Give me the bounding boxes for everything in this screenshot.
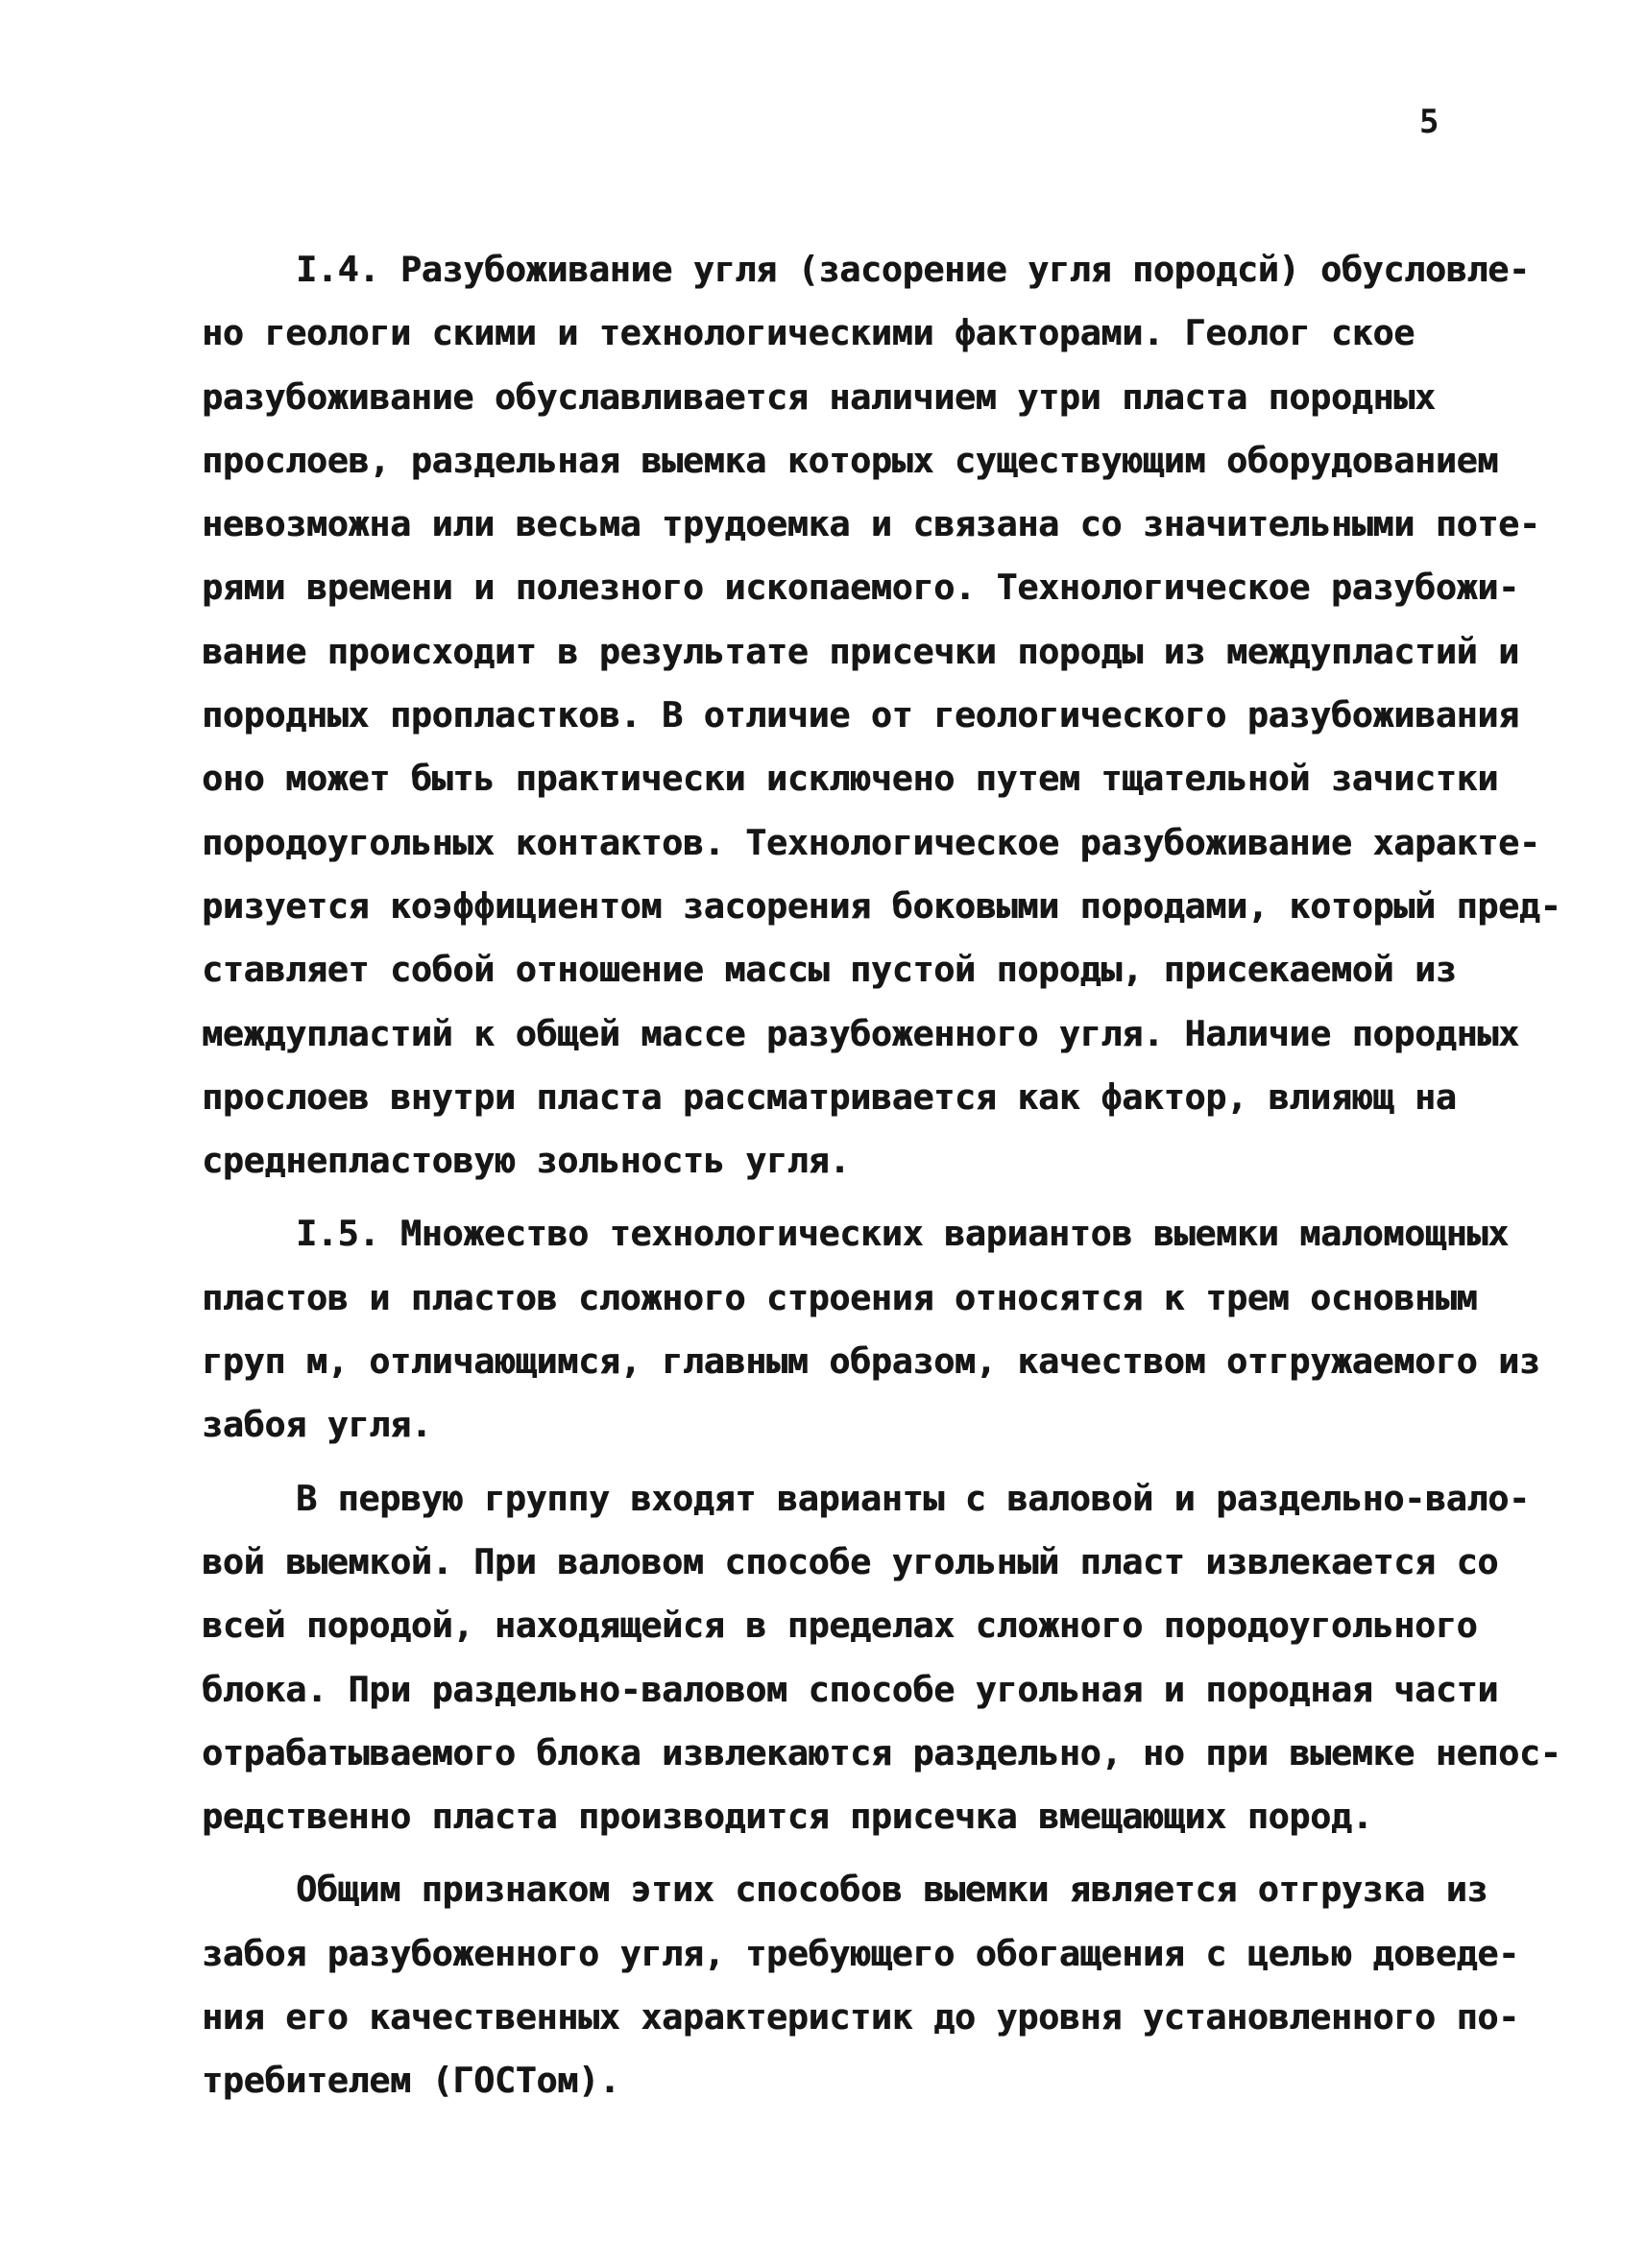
paragraph-first-group	[202, 1467, 1561, 1849]
text-line: ставляет собой отношение массы пустой породы, присекаемой из	[202, 949, 1457, 991]
text-line: оно может быть практически исключено путем тщательной зачистки	[202, 758, 1499, 800]
paragraph-1-5	[202, 1202, 1540, 1457]
text-line: редственно пласта производится присечка вмещающих пород.	[202, 1796, 1373, 1838]
text-line: невозможна или весьма трудоемка и связана со значительными поте-	[202, 503, 1540, 545]
text-line: блока. При раздельно-валовом способе угольная и породная части	[202, 1668, 1499, 1710]
text-line: Общим признаком этих способов выемки является отгрузка из	[296, 1869, 1488, 1911]
text-line: рями времени и полезного ископаемого. Технологическое разубожи-	[202, 567, 1519, 609]
text-line: междупластий к общей массе разубоженного угля. Наличие породных	[202, 1012, 1519, 1054]
text-line: всей породой, находящейся в пределах сложного породоугольного	[202, 1604, 1478, 1647]
text-line: породоугольных контактов. Технологическое разубоживание характе-	[202, 821, 1540, 863]
paragraph-1-4	[202, 238, 1561, 1193]
text-line: ризуется коэффициентом засорения боковыми породами, который пред-	[202, 884, 1561, 927]
text-line: прослоев внутри пласта рассматривается как фактор, влияющ на	[202, 1075, 1457, 1118]
text-line: вание происходит в результате присечки породы из междупластий и	[202, 630, 1519, 672]
text-line: разубоживание обуславливается наличием утри пласта породных	[202, 375, 1436, 418]
text-line: В первую группу входят варианты с валовой и раздельно-вало-	[296, 1477, 1530, 1519]
text-line: ния его качественных характеристик до уровня установленного по-	[202, 1996, 1519, 2039]
text-line: требителем (ГОСТом).	[202, 2060, 620, 2102]
text-line: забоя угля.	[202, 1404, 432, 1446]
paragraph-common-feature	[202, 1858, 1519, 2112]
text-line: I.5. Множество технологических вариантов выемки маломощных	[296, 1213, 1509, 1255]
body-text	[202, 238, 1561, 2113]
text-line: среднепластовую зольность угля.	[202, 1140, 851, 1182]
text-line: но геологи скими и технологическими факторами. Геолог ское	[202, 312, 1415, 354]
text-line: породных пропластков. В отличие от геологического разубоживания	[202, 694, 1519, 736]
text-line: I.4. Разубоживание угля (засорение угля породсй) обусловле-	[296, 249, 1530, 290]
text-line: прослоев, раздельная выемка которых существующим оборудованием	[202, 439, 1499, 481]
text-line: забоя разубоженного угля, требующего обогащения с целью доведе-	[202, 1932, 1519, 1974]
text-line: пластов и пластов сложного строения относятся к трем основным	[202, 1276, 1478, 1318]
text-line: вой выемкой. При валовом способе угольный пласт извлекается со	[202, 1540, 1499, 1582]
text-line: отрабатываемого блока извлекаются раздельно, но при выемке непос-	[202, 1731, 1561, 1773]
text-line: груп м, отличающимся, главным образом, качеством отгружаемого из	[202, 1340, 1540, 1383]
page-number: 5	[1419, 103, 1439, 141]
